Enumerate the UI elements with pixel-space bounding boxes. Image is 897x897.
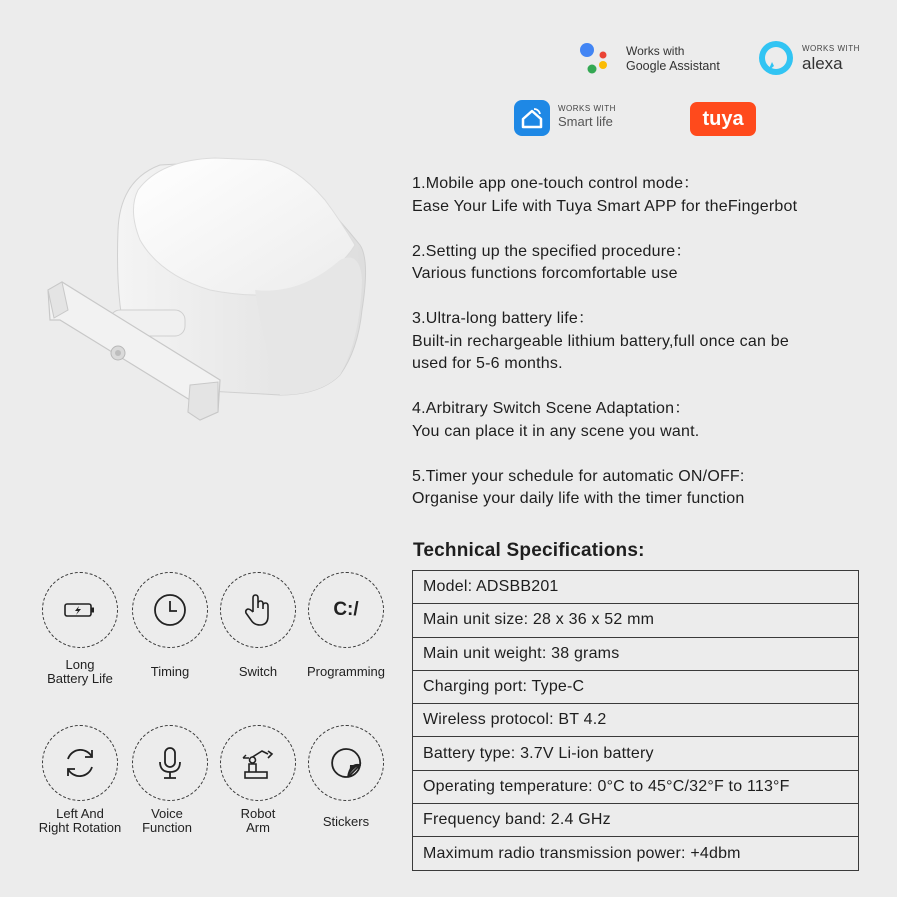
- spec-cell: Charging port: Type-C: [413, 670, 859, 703]
- function-label: Left And Right Rotation: [38, 806, 122, 835]
- spec-cell: Maximum radio transmission power: +4dbm: [413, 837, 859, 870]
- alexa-badge-big: alexa: [802, 54, 843, 73]
- feature-item: [412, 308, 872, 376]
- function-label: Timing: [150, 664, 190, 679]
- sticker-icon: [326, 743, 366, 783]
- function-label: Programming: [306, 664, 386, 679]
- table-row: [413, 770, 859, 803]
- feature-description: Built-in rechargeable lithium battery,full once can be: [412, 332, 789, 350]
- spec-title: Technical Specifications:: [413, 540, 645, 561]
- google-badge-small: Works with: [626, 44, 685, 58]
- tuya-logo: [690, 102, 756, 136]
- feature-item: [412, 241, 872, 286]
- function-programming: [308, 572, 384, 648]
- smart-life-badge-small: WORKS WITH: [558, 104, 616, 113]
- feature-description: You can place it in any scene you want.: [412, 422, 700, 440]
- table-row: [413, 670, 859, 703]
- feature-list: [412, 173, 872, 533]
- spec-cell: Battery type: 3.7V Li-ion battery: [413, 737, 859, 770]
- code-icon: C:/: [333, 599, 359, 620]
- smart-life-icon: [514, 100, 550, 136]
- function-voice: [132, 725, 208, 801]
- function-label: Voice Function: [142, 806, 192, 835]
- spec-cell: Wireless protocol: BT 4.2: [413, 704, 859, 737]
- alexa-icon: [758, 40, 794, 76]
- google-badge-big: Google Assistant: [626, 59, 720, 73]
- feature-title: 2.Setting up the specified procedure：: [412, 242, 692, 260]
- battery-icon: [63, 600, 97, 620]
- google-assistant-icon: [578, 42, 614, 78]
- feature-description: Organise your daily life with the timer function: [412, 490, 745, 507]
- spec-cell: Main unit weight: 38 grams: [413, 637, 859, 670]
- microphone-icon: [150, 743, 190, 783]
- rotation-icon: [59, 742, 101, 784]
- function-long-battery: [42, 572, 118, 648]
- table-row: [413, 737, 859, 770]
- function-stickers: [308, 725, 384, 801]
- table-row: [413, 571, 859, 604]
- feature-description: Various functions forcomfortable use: [412, 265, 678, 282]
- function-label: Stickers: [322, 814, 370, 829]
- robot-arm-icon: [237, 742, 279, 784]
- feature-title: 3.Ultra-long battery life：: [412, 310, 595, 327]
- feature-description: used for 5-6 months.: [412, 355, 563, 372]
- function-timing: [132, 572, 208, 648]
- function-label: Long Battery Life: [47, 657, 113, 686]
- feature-item: [412, 466, 872, 511]
- function-rotation: [42, 725, 118, 801]
- spec-cell: Main unit size: 28 x 36 x 52 mm: [413, 604, 859, 637]
- feature-item: [412, 398, 872, 443]
- table-row: [413, 604, 859, 637]
- clock-icon: [150, 590, 190, 630]
- feature-item: [412, 173, 872, 218]
- spec-cell: Operating temperature: 0°C to 45°C/32°F to 113°F: [413, 770, 859, 803]
- feature-description: Ease Your Life with Tuya Smart APP for theFingerbot: [412, 197, 798, 215]
- spec-table: [412, 570, 859, 871]
- feature-title: 4.Arbitrary Switch Scene Adaptation：: [412, 400, 691, 417]
- table-row: [413, 704, 859, 737]
- spec-cell: Frequency band: 2.4 GHz: [413, 804, 859, 837]
- spec-cell: Model: ADSBB201: [413, 571, 859, 604]
- function-switch: [220, 572, 296, 648]
- tuya-logo-text: tuya: [702, 108, 744, 130]
- feature-title: 5.Timer your schedule for automatic ON/OFF:: [412, 467, 745, 485]
- feature-title: 1.Mobile app one-touch control mode：: [412, 175, 700, 192]
- table-row: [413, 637, 859, 670]
- table-row: [413, 837, 859, 870]
- function-label: Robot Arm: [240, 806, 276, 835]
- function-label: Switch: [238, 664, 278, 679]
- function-robot-arm: [220, 725, 296, 801]
- smart-life-badge-big: Smart life: [558, 114, 613, 129]
- alexa-badge-small: WORKS WITH: [802, 44, 860, 53]
- table-row: [413, 804, 859, 837]
- fingerbot-product-image: [40, 150, 380, 430]
- hand-pointer-icon: [238, 590, 278, 630]
